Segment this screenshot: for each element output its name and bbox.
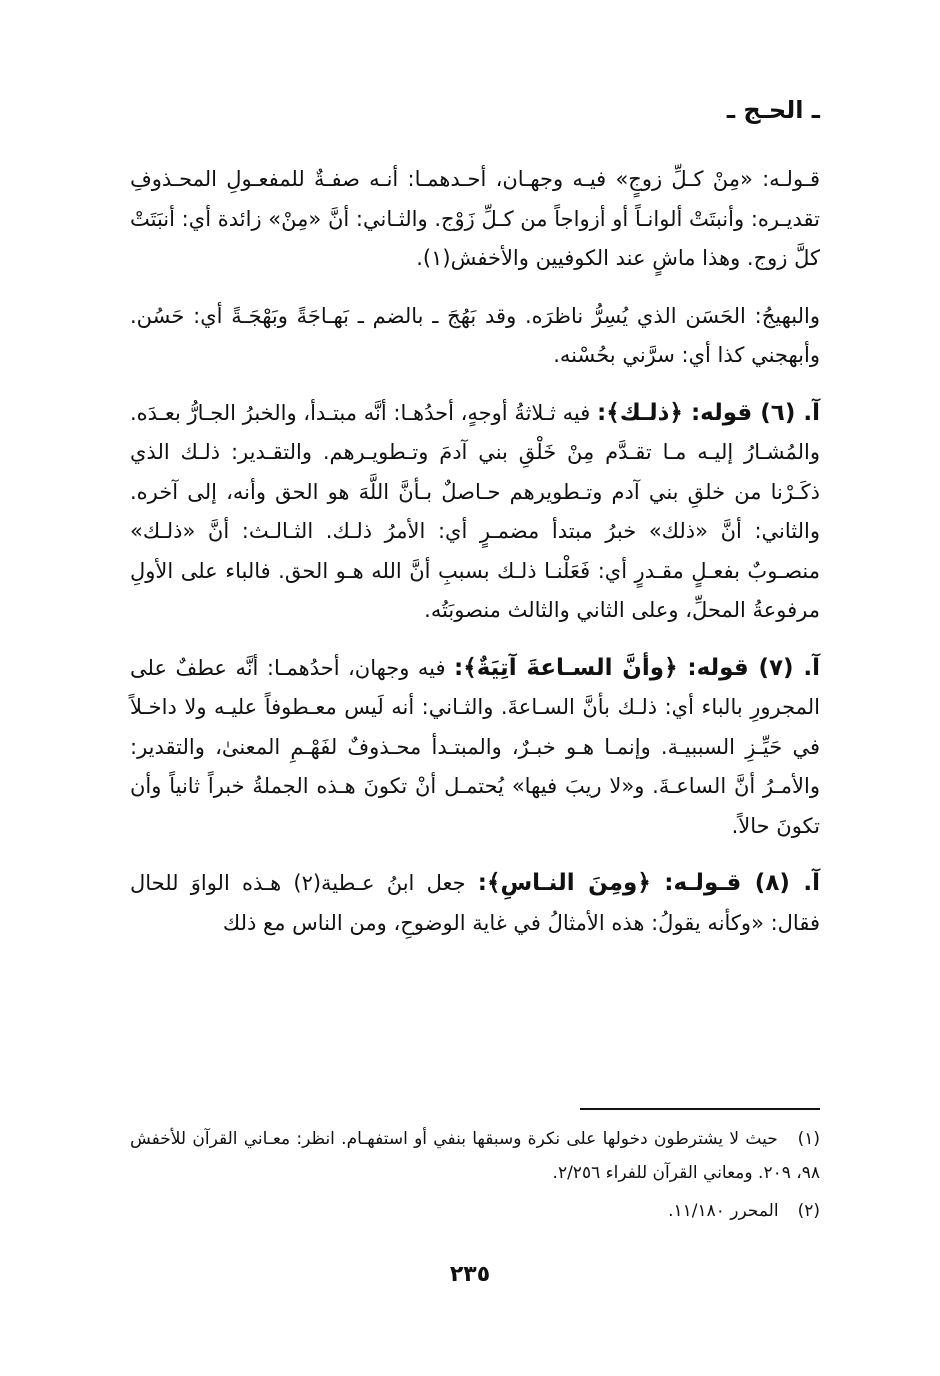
paragraph-2-text: والبهيجُ: الحَسَن الذي يُسِرُّ ناظرَه. وقد بَهُجَ ـ بالضم ـ بَهـاجَةً وبَهْجَـةً أي: حَسُن. وأبهجني كذا أي: سرَّني بحُسْنه. (130, 303, 820, 367)
paragraph-1-text: قـولـه: «مِنْ كـلِّ زوجٍ» فيـه وجهـان، أحـدهمـا: أنـه صفـةٌ للمفعـولِ المحـذوفِ تقديـره: وأنبتَتْ ألوانـاً أو أزواجاً من كـلِّ زَوْج. والثـاني: أنَّ «مِنْ» زائدة أي: أنبَتَتْ كلَّ زوج. وهذا ماشٍ عند الكوفيين والأخفش(١). (130, 167, 820, 270)
verse-8-label: آ. (٨) قـولـه: ﴿ومِنَ النـاسِ﴾: (477, 870, 820, 896)
footnote-1 (130, 1122, 820, 1190)
footnote-2-number: (٢) (797, 1201, 820, 1221)
paragraph-2 (130, 297, 820, 376)
paragraph-verse-6 (130, 394, 820, 631)
verse-7-text: فيه وجهان، أحدُهمـا: أنَّه عطفٌ على المجرورِ بالباء أي: ذلـك بأنَّ السـاعةَ. والثـاني: أنه لَيس معـطوفاً عليـه ولا داخـلاً في حَيِّـزِ السببيـة. وإنمـا هـو خبـرٌ، والمبتـدأ محـذوفٌ لفَهْـمِ المعنىٰ، والتقدير: والأمـرُ أنَّ الساعـةَ. و«لا ريبَ فيها» يُحتمـل أنْ تكونَ هـذه الجملةُ خبراً ثانياً وأن تكونَ حالاً. (130, 655, 820, 838)
verse-6-text: فيه ثـلاثةُ أوجهٍ، أحدُهـا: أنَّه مبتـدأ، والخبرُ الجـارُّ بعـدَه. والمُشـارُ إليـه مـا تقـدَّم مِنْ خَلْقِ بني آدمَ وتـطويـرهم. والتقـدير: ذلـك الذي ذكَـرْنا من خلقِ بني آدم وتـطويرهم حـاصلٌ بـأنَّ اللَّهَ هو الحق وأنه، إلى آخره. والثاني: أنَّ «ذلك» خبرُ مبتدأ مضمـرٍ أي: الأمرُ ذلـك. الثـالـث: أنَّ «ذلـك» منصـوبٌ بفعـلٍ مقـدرٍ أي: فَعَلْنـا ذلـك بسببِ أنَّ الله هـو الحق. فالباء على الأولِ مرفوعةُ المحلِّ، وعلى الثاني والثالث منصوبَتُه. (130, 400, 820, 622)
footnote-1-number: (١) (797, 1129, 820, 1149)
verse-6-label: آ. (٦) قوله: ﴿ذلـك﴾: (597, 399, 820, 426)
paragraph-verse-8 (130, 864, 820, 943)
footnote-1-text: حيث لا يشترطون دخولها على نكرة وسبقها بنفي أو استفهـام. انظر: معـاني القرآن للأخفش ٩٨، ٢٠٩. ومعاني القرآن للفراء ٢/٢٥٦. (130, 1129, 820, 1183)
footnote-2 (130, 1194, 820, 1228)
footnote-2-text: المحرر ١١/١٨٠. (668, 1201, 779, 1221)
verse-8-text: جعل ابنُ عـطية(٢) هـذه الواوَ للحال فقال: «وكأنه يقولُ: هذه الأمثالُ في غاية الوضوحِ، ومن الناس مع ذلك (130, 871, 820, 935)
footnote-divider (580, 1108, 820, 1110)
body-text (130, 160, 820, 961)
running-header: ـ الحـج ـ (726, 96, 820, 124)
paragraph-verse-7 (130, 649, 820, 847)
verse-7-label: آ. (٧) قوله: ﴿وأنَّ السـاعةَ آتِيَةٌ﴾: (454, 654, 820, 681)
footnotes (130, 1122, 820, 1232)
page-number: ٢٣٥ (449, 1262, 491, 1287)
paragraph-1 (130, 160, 820, 279)
